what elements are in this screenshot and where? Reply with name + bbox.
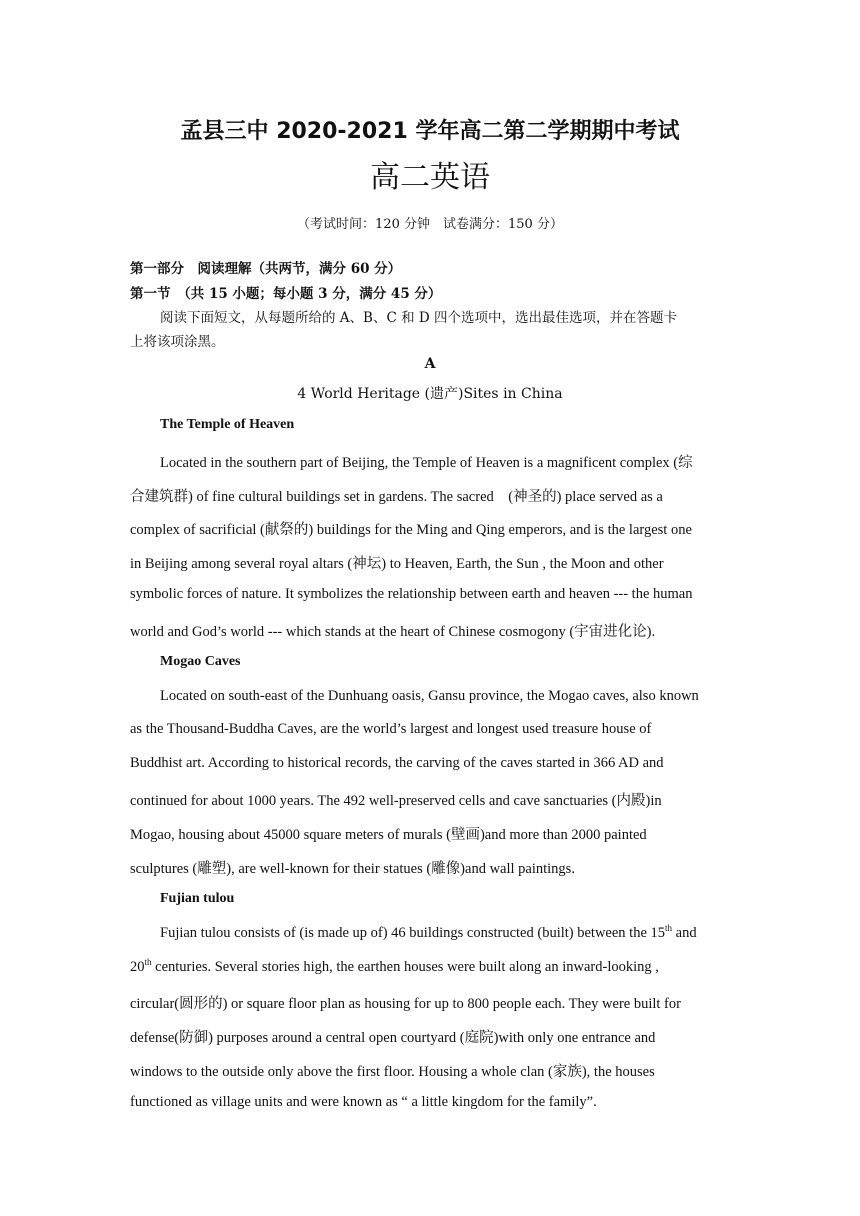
paragraph-line: defense(防御) purposes around a central open courtyard (庭院)with only one entrance and: [130, 1030, 656, 1046]
section-heading: 第一节 （共 15 小题；每小题 3 分，满分 45 分）: [130, 286, 442, 302]
paragraph-line: as the Thousand-Buddha Caves, are the world’s largest and longest used treasure house of: [130, 721, 652, 737]
line-text: centuries. Several stories high, the earthen houses were built along an inward-looking ,: [151, 959, 659, 975]
paragraph-line: Located on south-east of the Dunhuang oasis, Gansu province, the Mogao caves, also known: [160, 688, 699, 704]
paragraph-line: in Beijing among several royal altars (神坛) to Heaven, Earth, the Sun , the Moon and other: [130, 556, 664, 572]
line-text: 20: [130, 959, 145, 975]
paragraph-line: complex of sacrificial (献祭的) buildings for the Ming and Qing emperors, and is the largest one: [130, 522, 692, 538]
paragraph-line: [160, 925, 697, 942]
subject-title: 高二英语: [370, 160, 490, 195]
exam-meta: （考试时间：120 分钟 试卷满分：150 分）: [297, 217, 563, 232]
paragraph-line: functioned as village units and were known as “ a little kingdom for the family”.: [130, 1094, 597, 1110]
section-title: Mogao Caves: [160, 654, 241, 669]
paragraph-line: circular(圆形的) or square floor plan as housing for up to 800 people each. They were built for: [130, 996, 681, 1012]
passage-letter: A: [424, 356, 436, 372]
paragraph-line: sculptures (雕塑), are well-known for their statues (雕像)and wall paintings.: [130, 861, 575, 877]
line-text: Fujian tulou consists of (is made up of) 46 buildings constructed (built) between the 15: [160, 925, 666, 941]
part-heading: 第一部分 阅读理解（共两节，满分 60 分）: [130, 261, 402, 277]
section-title: The Temple of Heaven: [160, 417, 295, 432]
instruction-line-2: 上将该项涂黑。: [130, 334, 225, 350]
paragraph-line: Buddhist art. According to historical records, the carving of the caves started in 366 AD and: [130, 755, 664, 771]
section-title: Fujian tulou: [160, 891, 235, 906]
paragraph-line: 合建筑群) of fine cultural buildings set in gardens. The sacred (神圣的) place served as a: [130, 489, 663, 505]
exam-title: 孟县三中 2020-2021 学年高二第二学期期中考试: [180, 119, 680, 144]
paragraph-line: symbolic forces of nature. It symbolizes the relationship between earth and heaven --- the human: [130, 586, 693, 602]
line-text: and: [672, 925, 697, 941]
paragraph-line: windows to the outside only above the first floor. Housing a whole clan (家族), the houses: [130, 1064, 655, 1080]
paragraph-line: Located in the southern part of Beijing, the Temple of Heaven is a magnificent complex (综: [160, 455, 693, 471]
instruction-line-1: 阅读下面短文，从每题所给的 A、B、C 和 D 四个选项中，选出最佳选项，并在答题卡: [160, 310, 677, 326]
ordinal-suffix: th: [144, 957, 152, 968]
paragraph-line: Mogao, housing about 45000 square meters of murals (壁画)and more than 2000 painted: [130, 827, 647, 843]
paragraph-line: [130, 959, 659, 976]
paragraph-line: world and God’s world --- which stands at the heart of Chinese cosmogony (宇宙进化论).: [130, 624, 656, 640]
ordinal-suffix: th: [665, 923, 673, 934]
passage-title: 4 World Heritage (遗产)Sites in China: [297, 386, 563, 402]
paragraph-line: continued for about 1000 years. The 492 well-preserved cells and cave sanctuaries (内殿)in: [130, 793, 662, 809]
